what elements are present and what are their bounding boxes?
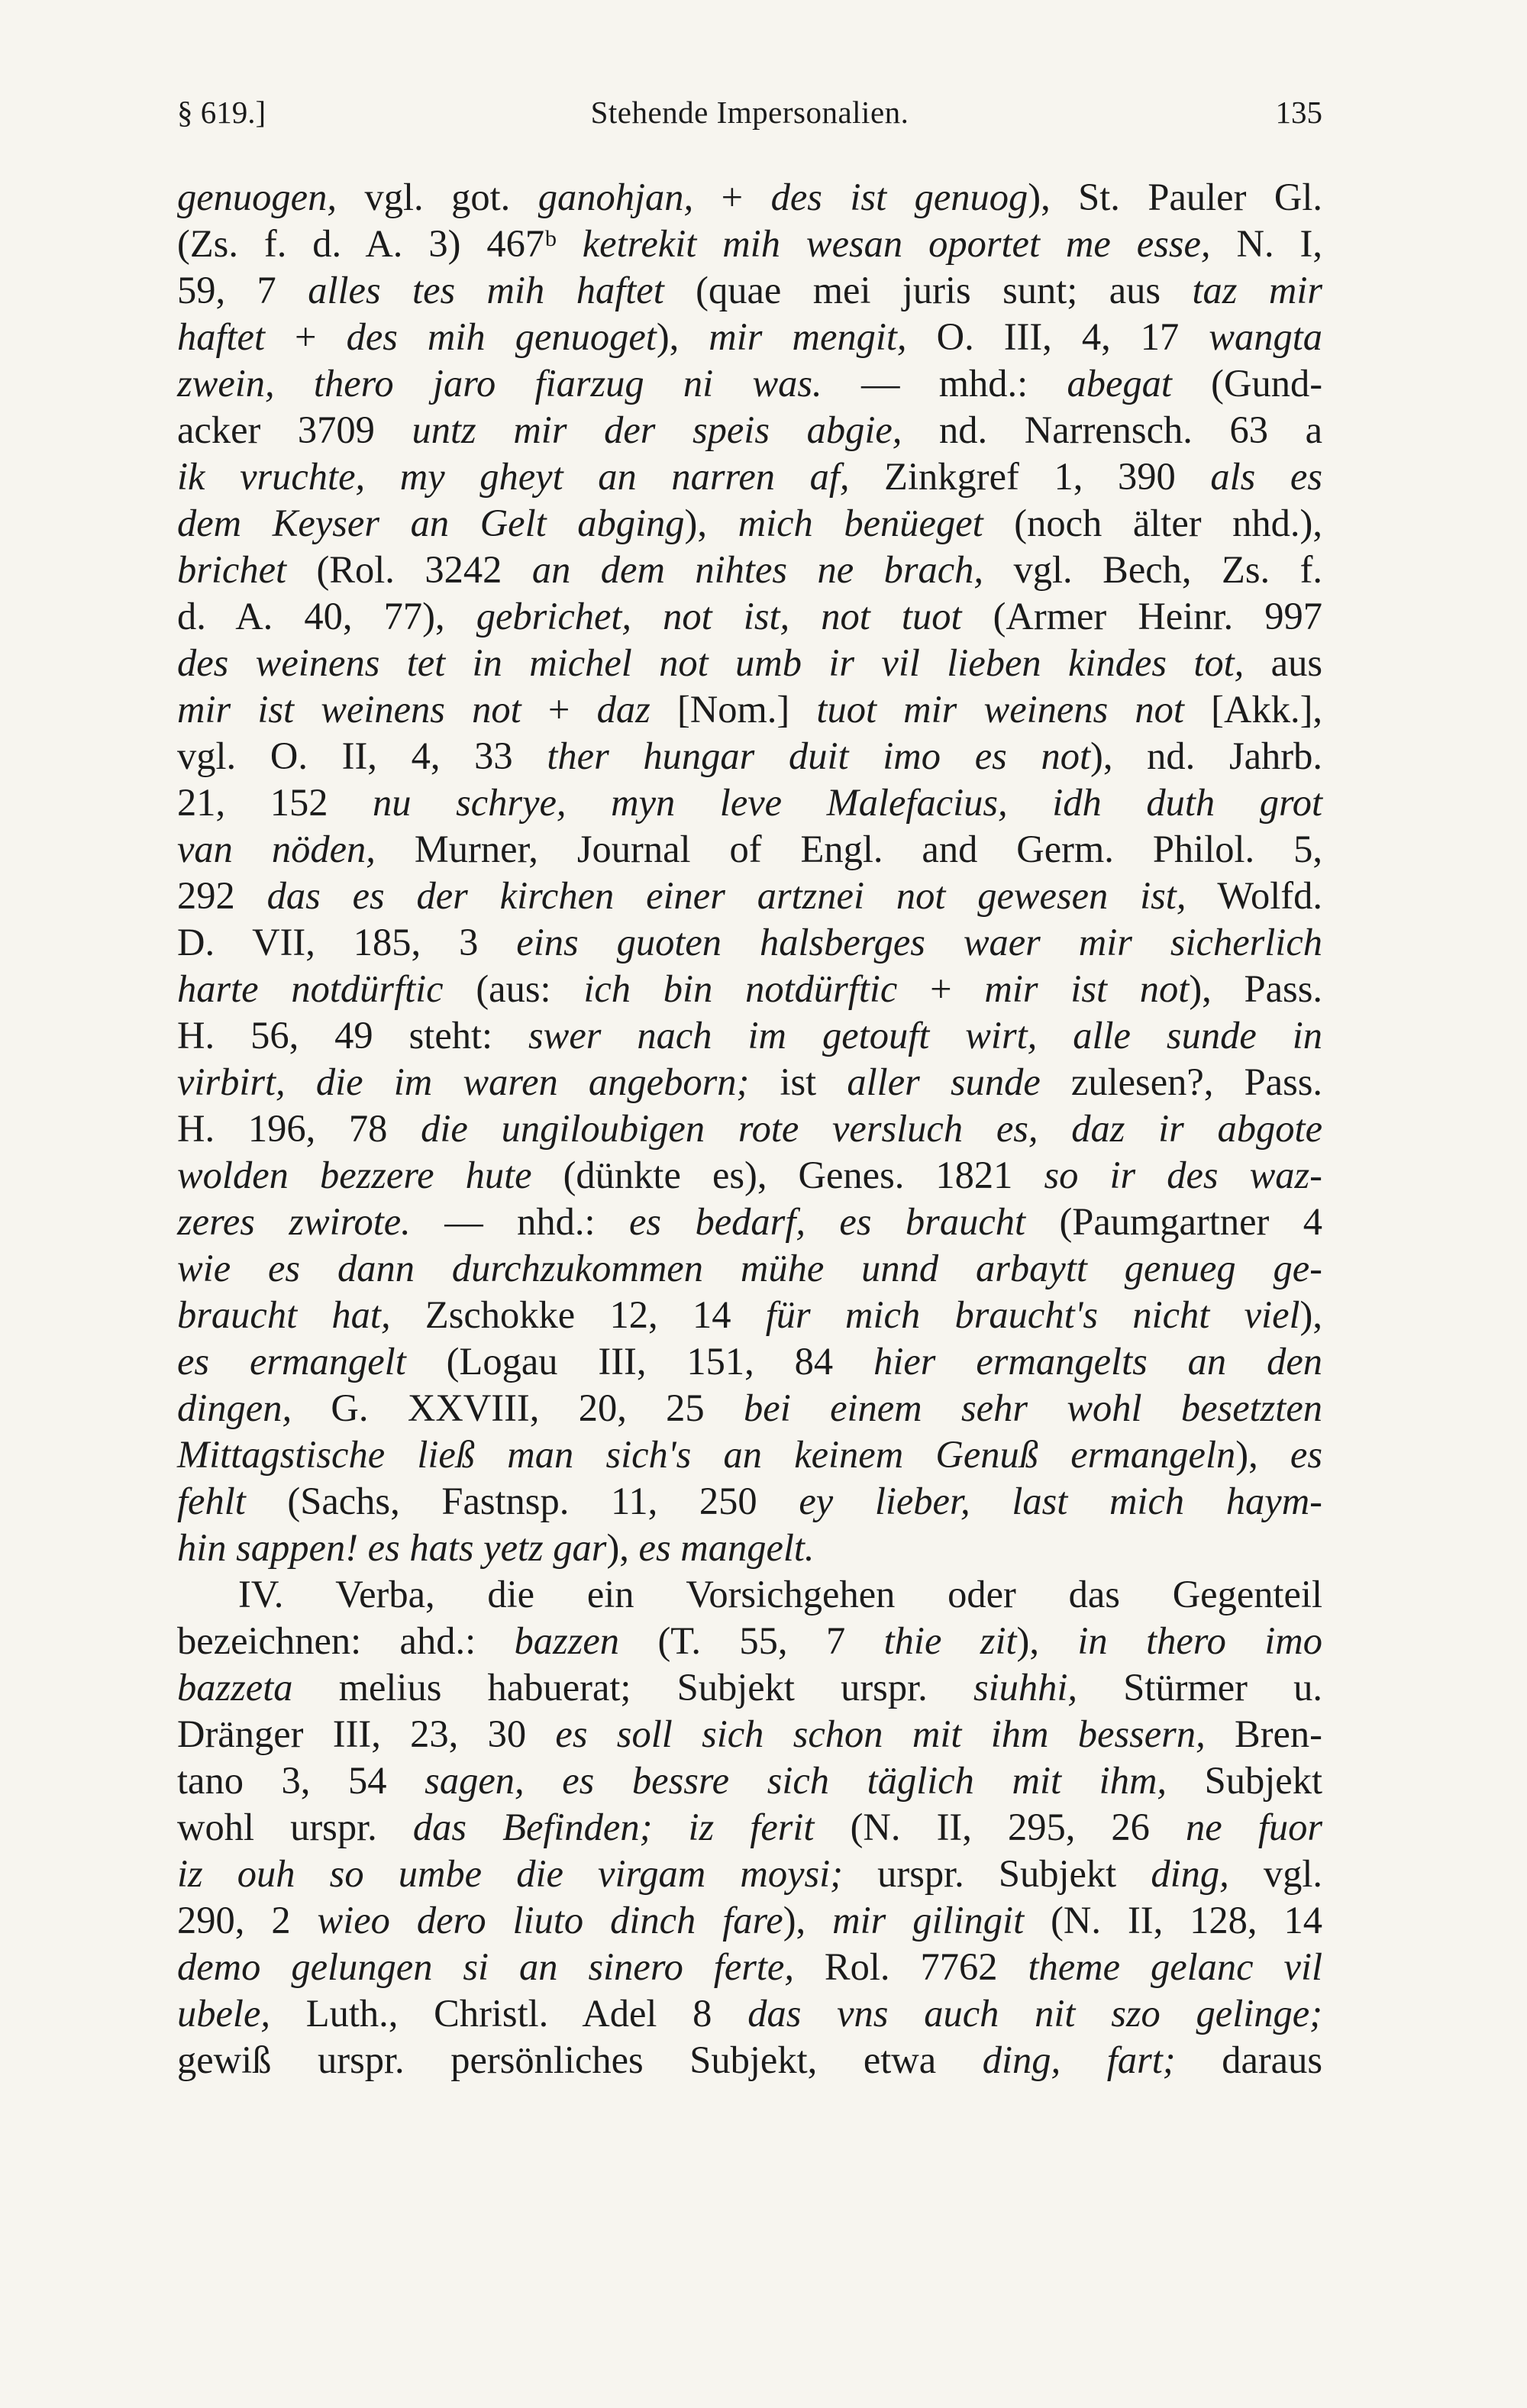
text-line: D. VII, 185, 3 eins guoten halsberges waer mir sicherlich bbox=[177, 921, 1322, 964]
running-title: Stehende Impersonalien. bbox=[590, 95, 909, 130]
text-line: Dränger III, 23, 30 es soll sich schon mit ihm bessern, Bren- bbox=[177, 1712, 1323, 1755]
text-line: zeres zwirote. — nhd.: es bedarf, es braucht (Paumgartner 4 bbox=[177, 1200, 1322, 1243]
text-line: wie es dann durchzukommen mühe unnd arbaytt genueg ge- bbox=[177, 1247, 1322, 1290]
text-line: bazzeta melius habuerat; Subjekt urspr. siuhhi, Stürmer u. bbox=[177, 1666, 1322, 1709]
text-line: 292 das es der kirchen einer artznei not gewesen ist, Wolfd. bbox=[177, 874, 1322, 917]
text-line: demo gelungen si an sinero ferte, Rol. 7762 theme gelanc vil bbox=[177, 1945, 1323, 1988]
text-line: 21, 152 nu schrye, myn leve Malefacius, idh duth grot bbox=[177, 781, 1323, 824]
text-line: van nöden, Murner, Journal of Engl. and Germ. Philol. 5, bbox=[177, 828, 1322, 870]
text-line: tano 3, 54 sagen, es bessre sich täglich mit ihm, Subjekt bbox=[177, 1759, 1322, 1802]
text-line: d. A. 40, 77), gebrichet, not ist, not tuot (Armer Heinr. 997 bbox=[177, 595, 1323, 638]
text-line: 290, 2 wieo dero liuto dinch fare), mir gilingit (N. II, 128, 14 bbox=[177, 1899, 1322, 1942]
text-line: dem Keyser an Gelt abging), mich benüeget (noch älter nhd.), bbox=[177, 502, 1322, 544]
text-line: IV. Verba, die ein Vorsichgehen oder das Gegenteil bbox=[238, 1573, 1322, 1616]
text-line: bezeichnen: ahd.: bazzen (T. 55, 7 thie zit), in thero imo bbox=[177, 1619, 1322, 1662]
text-line: haftet + des mih genuoget), mir mengit, O. III, 4, 17 wangta bbox=[177, 315, 1322, 358]
text-line: virbirt, die im waren angeborn; ist aller sunde zulesen?, Pass. bbox=[177, 1060, 1323, 1103]
text-line: brichet (Rol. 3242 an dem nihtes ne brach, vgl. Bech, Zs. f. bbox=[177, 548, 1323, 591]
text-line: mir ist weinens not + daz [Nom.] tuot mir weinens not [Akk.], bbox=[177, 688, 1323, 731]
text-line: H. 196, 78 die ungiloubigen rote versluch es, daz ir abgote bbox=[177, 1107, 1322, 1150]
running-header bbox=[177, 86, 1322, 139]
text-line: zwein, thero jaro fiarzug ni was. — mhd.: abegat (Gund- bbox=[177, 362, 1323, 405]
text-line: acker 3709 untz mir der speis abgie, nd. Narrensch. 63 a bbox=[177, 408, 1322, 451]
text-line: dingen, G. XXVIII, 20, 25 bei einem sehr wohl besetzten bbox=[177, 1386, 1322, 1429]
text-line: Mittagstische ließ man sich's an keinem Genuß ermangeln), es bbox=[177, 1433, 1322, 1476]
text-line: braucht hat, Zschokke 12, 14 für mich braucht's nicht viel), bbox=[177, 1293, 1322, 1336]
text-line: wohl urspr. das Befinden; iz ferit (N. II, 295, 26 ne fuor bbox=[177, 1806, 1322, 1848]
text-line: (Zs. f. d. A. 3) 467ᵇ ketrekit mih wesan oportet me esse, N. I, bbox=[177, 222, 1322, 265]
body-text bbox=[177, 174, 1322, 2084]
text-line: ik vruchte, my gheyt an narren af, Zinkgref 1, 390 als es bbox=[177, 455, 1322, 498]
section-marker: § 619.] bbox=[177, 95, 266, 130]
text-line: iz ouh so umbe die virgam moysi; urspr. Subjekt ding, vgl. bbox=[177, 1852, 1322, 1895]
text-line: genuogen, vgl. got. ganohjan, + des ist genuog), St. Pauler Gl. bbox=[177, 176, 1323, 218]
text-line: 59, 7 alles tes mih haftet (quae mei juris sunt; aus taz mir bbox=[177, 269, 1323, 311]
text-line: des weinens tet in michel not umb ir vil lieben kindes tot, aus bbox=[177, 641, 1322, 684]
text-line: harte notdürftic (aus: ich bin notdürftic + mir ist not), Pass. bbox=[177, 967, 1322, 1010]
text-line: H. 56, 49 steht: swer nach im getouft wirt, alle sunde in bbox=[177, 1014, 1322, 1057]
text-line: fehlt (Sachs, Fastnsp. 11, 250 ey lieber, last mich haym- bbox=[177, 1480, 1322, 1522]
page-number: 135 bbox=[1275, 95, 1322, 130]
text-line: es ermangelt (Logau III, 151, 84 hier ermangelts an den bbox=[177, 1340, 1322, 1383]
text-line: ubele, Luth., Christl. Adel 8 das vns auch nit szo gelinge; bbox=[177, 1992, 1322, 2035]
text-line: hin sappen! es hats yetz gar), es mangelt. bbox=[177, 1526, 815, 1569]
text-line: gewiß urspr. persönliches Subjekt, etwa ding, fart; daraus bbox=[177, 2038, 1322, 2081]
text-line: wolden bezzere hute (dünkte es), Genes. 1821 so ir des waz- bbox=[177, 1154, 1322, 1196]
text-line: vgl. O. II, 4, 33 ther hungar duit imo es not), nd. Jahrb. bbox=[177, 734, 1323, 777]
